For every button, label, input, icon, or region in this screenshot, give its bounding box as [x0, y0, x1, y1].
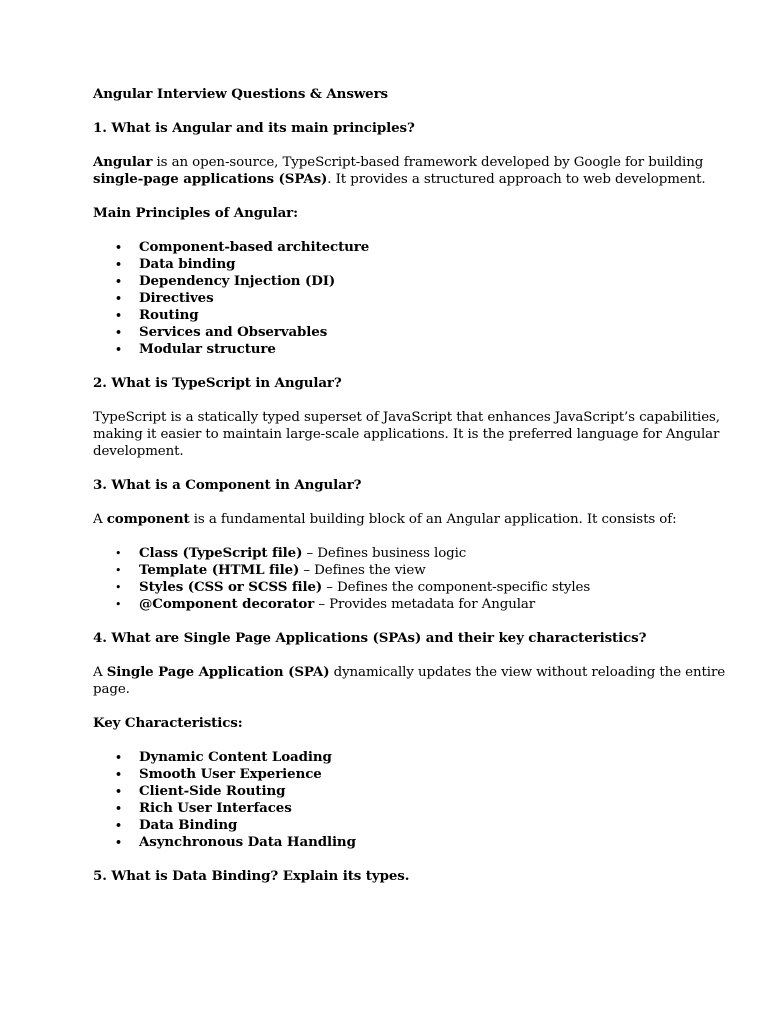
question-2-answer: TypeScript is a statically typed superset of JavaScript that enhances JavaScript’s capabilities, making it easier to maintain large-scale applications. It is the preferred language for Angular development. [93, 410, 720, 459]
characteristics-heading: Key Characteristics: [93, 715, 243, 731]
list-item: • Class (TypeScript file) – Defines business logic [115, 545, 467, 561]
component-parts-list [93, 545, 728, 613]
list-item: • Smooth User Experience [115, 766, 322, 782]
list-item: • Rich User Interfaces [115, 800, 292, 816]
list-item: • @Component decorator – Provides metadata for Angular [115, 596, 536, 612]
bullet-icon: • [115, 785, 122, 798]
list-item: • Modular structure [115, 341, 276, 357]
bullet-icon: • [115, 564, 122, 577]
bullet-icon: • [115, 751, 122, 764]
bullet-icon: • [115, 581, 122, 594]
list-item: • Component-based architecture [115, 239, 370, 255]
answer-text: is an open-source, TypeScript-based framework developed by Google for building [152, 155, 704, 170]
principles-list [93, 239, 728, 358]
component-term: component [106, 511, 190, 527]
bullet-icon: • [115, 326, 122, 339]
bullet-icon: • [115, 343, 122, 356]
list-item: • Data binding [115, 256, 236, 272]
question-1-answer [93, 154, 728, 188]
question-5-heading: 5. What is Data Binding? Explain its types. [93, 868, 410, 884]
list-item: • Styles (CSS or SCSS file) – Defines the component-specific styles [115, 579, 591, 595]
bullet-icon: • [115, 241, 122, 254]
question-4-heading: 4. What are Single Page Applications (SPAs) and their key characteristics? [93, 630, 647, 646]
question-1-heading: 1. What is Angular and its main principles? [93, 120, 415, 136]
bullet-icon: • [115, 275, 122, 288]
bullet-icon: • [115, 802, 122, 815]
characteristics-list [93, 749, 728, 851]
list-item: • Services and Observables [115, 324, 328, 340]
bullet-icon: • [115, 819, 122, 832]
bullet-icon: • [115, 309, 122, 322]
question-2-heading: 2. What is TypeScript in Angular? [93, 375, 342, 391]
document-title: Angular Interview Questions & Answers [93, 86, 388, 102]
question-3-answer: A component is a fundamental building block of an Angular application. It consists of: [93, 511, 677, 527]
list-item: • Routing [115, 307, 199, 323]
principles-heading: Main Principles of Angular: [93, 205, 298, 221]
bullet-icon: • [115, 598, 122, 611]
list-item: • Template (HTML file) – Defines the view [115, 562, 426, 578]
question-4-answer: A Single Page Application (SPA) dynamically updates the view without reloading the entire page. [93, 664, 726, 697]
list-item: • Dependency Injection (DI) [115, 273, 336, 289]
list-item: • Data Binding [115, 817, 238, 833]
answer-text: . It provides a structured approach to web development. [327, 172, 706, 187]
bullet-icon: • [115, 292, 122, 305]
bullet-icon: • [115, 258, 122, 271]
list-item: • Dynamic Content Loading [115, 749, 332, 765]
angular-term: Angular [93, 154, 153, 170]
bullet-icon: • [115, 836, 122, 849]
list-item: • Client-Side Routing [115, 783, 286, 799]
bullet-icon: • [115, 547, 122, 560]
bullet-icon: • [115, 768, 122, 781]
list-item: • Asynchronous Data Handling [115, 834, 356, 850]
spa-term: Single Page Application (SPA) [106, 664, 330, 680]
spa-term: single-page applications (SPAs) [93, 171, 328, 187]
list-item: • Directives [115, 290, 214, 306]
question-3-heading: 3. What is a Component in Angular? [93, 477, 362, 493]
